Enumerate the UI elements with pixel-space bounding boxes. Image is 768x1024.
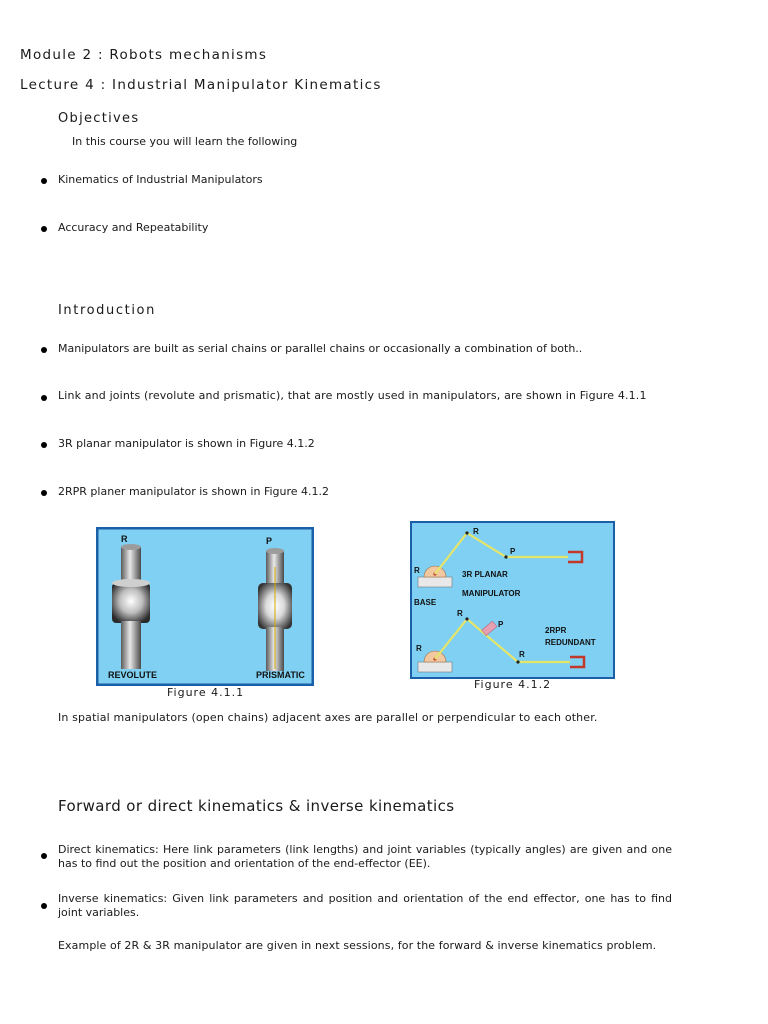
label-p-top: P [510, 547, 516, 556]
intro-item: Link and joints (revolute and prismatic), that are mostly used in manipulators, are shown in Figure 4.1.1 [58, 389, 647, 402]
label-r-top: R [473, 527, 479, 536]
label-redundant: REDUNDANT [545, 638, 596, 647]
label-r-mid: R [457, 609, 463, 618]
forward-kinematics-heading: Forward or direct kinematics & inverse kinematics [58, 797, 455, 815]
introduction-heading: Introduction [58, 303, 156, 318]
lecture-title: Lecture 4 : Industrial Manipulator Kinematics [20, 77, 382, 93]
objective-item: Kinematics of Industrial Manipulators [58, 173, 263, 186]
figure-4-1-1-revolute-prismatic [96, 527, 314, 686]
bullet-icon [41, 178, 47, 184]
objectives-intro: In this course you will learn the following [72, 135, 298, 148]
label-r-base-1: R [414, 566, 420, 575]
label-prismatic: PRISMATIC [256, 670, 305, 680]
bullet-icon [41, 226, 47, 232]
direct-kinematics-item: Direct kinematics: Here link parameters (link lengths) and joint variables (typically angles) are given and one has to find out the position and orientation of the end-effector (EE). [58, 843, 672, 870]
label-revolute: REVOLUTE [108, 670, 158, 680]
figure-4-1-1-caption: Figure 4.1.1 [167, 686, 245, 699]
bullet-icon [41, 490, 47, 496]
label-base: BASE [414, 598, 437, 607]
example-note: Example of 2R & 3R manipulator are given in next sessions, for the forward & inverse kinematics problem. [58, 939, 657, 952]
figure-4-1-2-caption: Figure 4.1.2 [474, 678, 552, 691]
bullet-icon [41, 853, 47, 859]
label-r-bottom: R [519, 650, 525, 659]
figure-4-1-2-planar-manipulators [410, 521, 615, 679]
objectives-heading: Objectives [58, 111, 140, 126]
label-r: R [121, 534, 128, 544]
intro-item: 2RPR planer manipulator is shown in Figure 4.1.2 [58, 485, 330, 498]
label-p: P [266, 536, 273, 546]
bullet-icon [41, 395, 47, 401]
bullet-icon [41, 347, 47, 353]
objective-item: Accuracy and Repeatability [58, 221, 209, 234]
bullet-icon [41, 903, 47, 909]
label-p-mid: P [498, 620, 504, 629]
intro-item: Manipulators are built as serial chains or parallel chains or occasionally a combination of both.. [58, 342, 583, 355]
label-2rpr: 2RPR [545, 626, 567, 635]
label-r-base-2: R [416, 644, 422, 653]
label-manipulator: MANIPULATOR [462, 589, 521, 598]
bullet-icon [41, 442, 47, 448]
inverse-kinematics-item: Inverse kinematics: Given link parameters and position and orientation of the end effector, one has to find joint variables. [58, 892, 672, 919]
label-3r-planar: 3R PLANAR [462, 570, 508, 579]
spatial-note: In spatial manipulators (open chains) adjacent axes are parallel or perpendicular to each other. [58, 711, 598, 724]
intro-item: 3R planar manipulator is shown in Figure 4.1.2 [58, 437, 315, 450]
module-title: Module 2 : Robots mechanisms [20, 47, 268, 63]
